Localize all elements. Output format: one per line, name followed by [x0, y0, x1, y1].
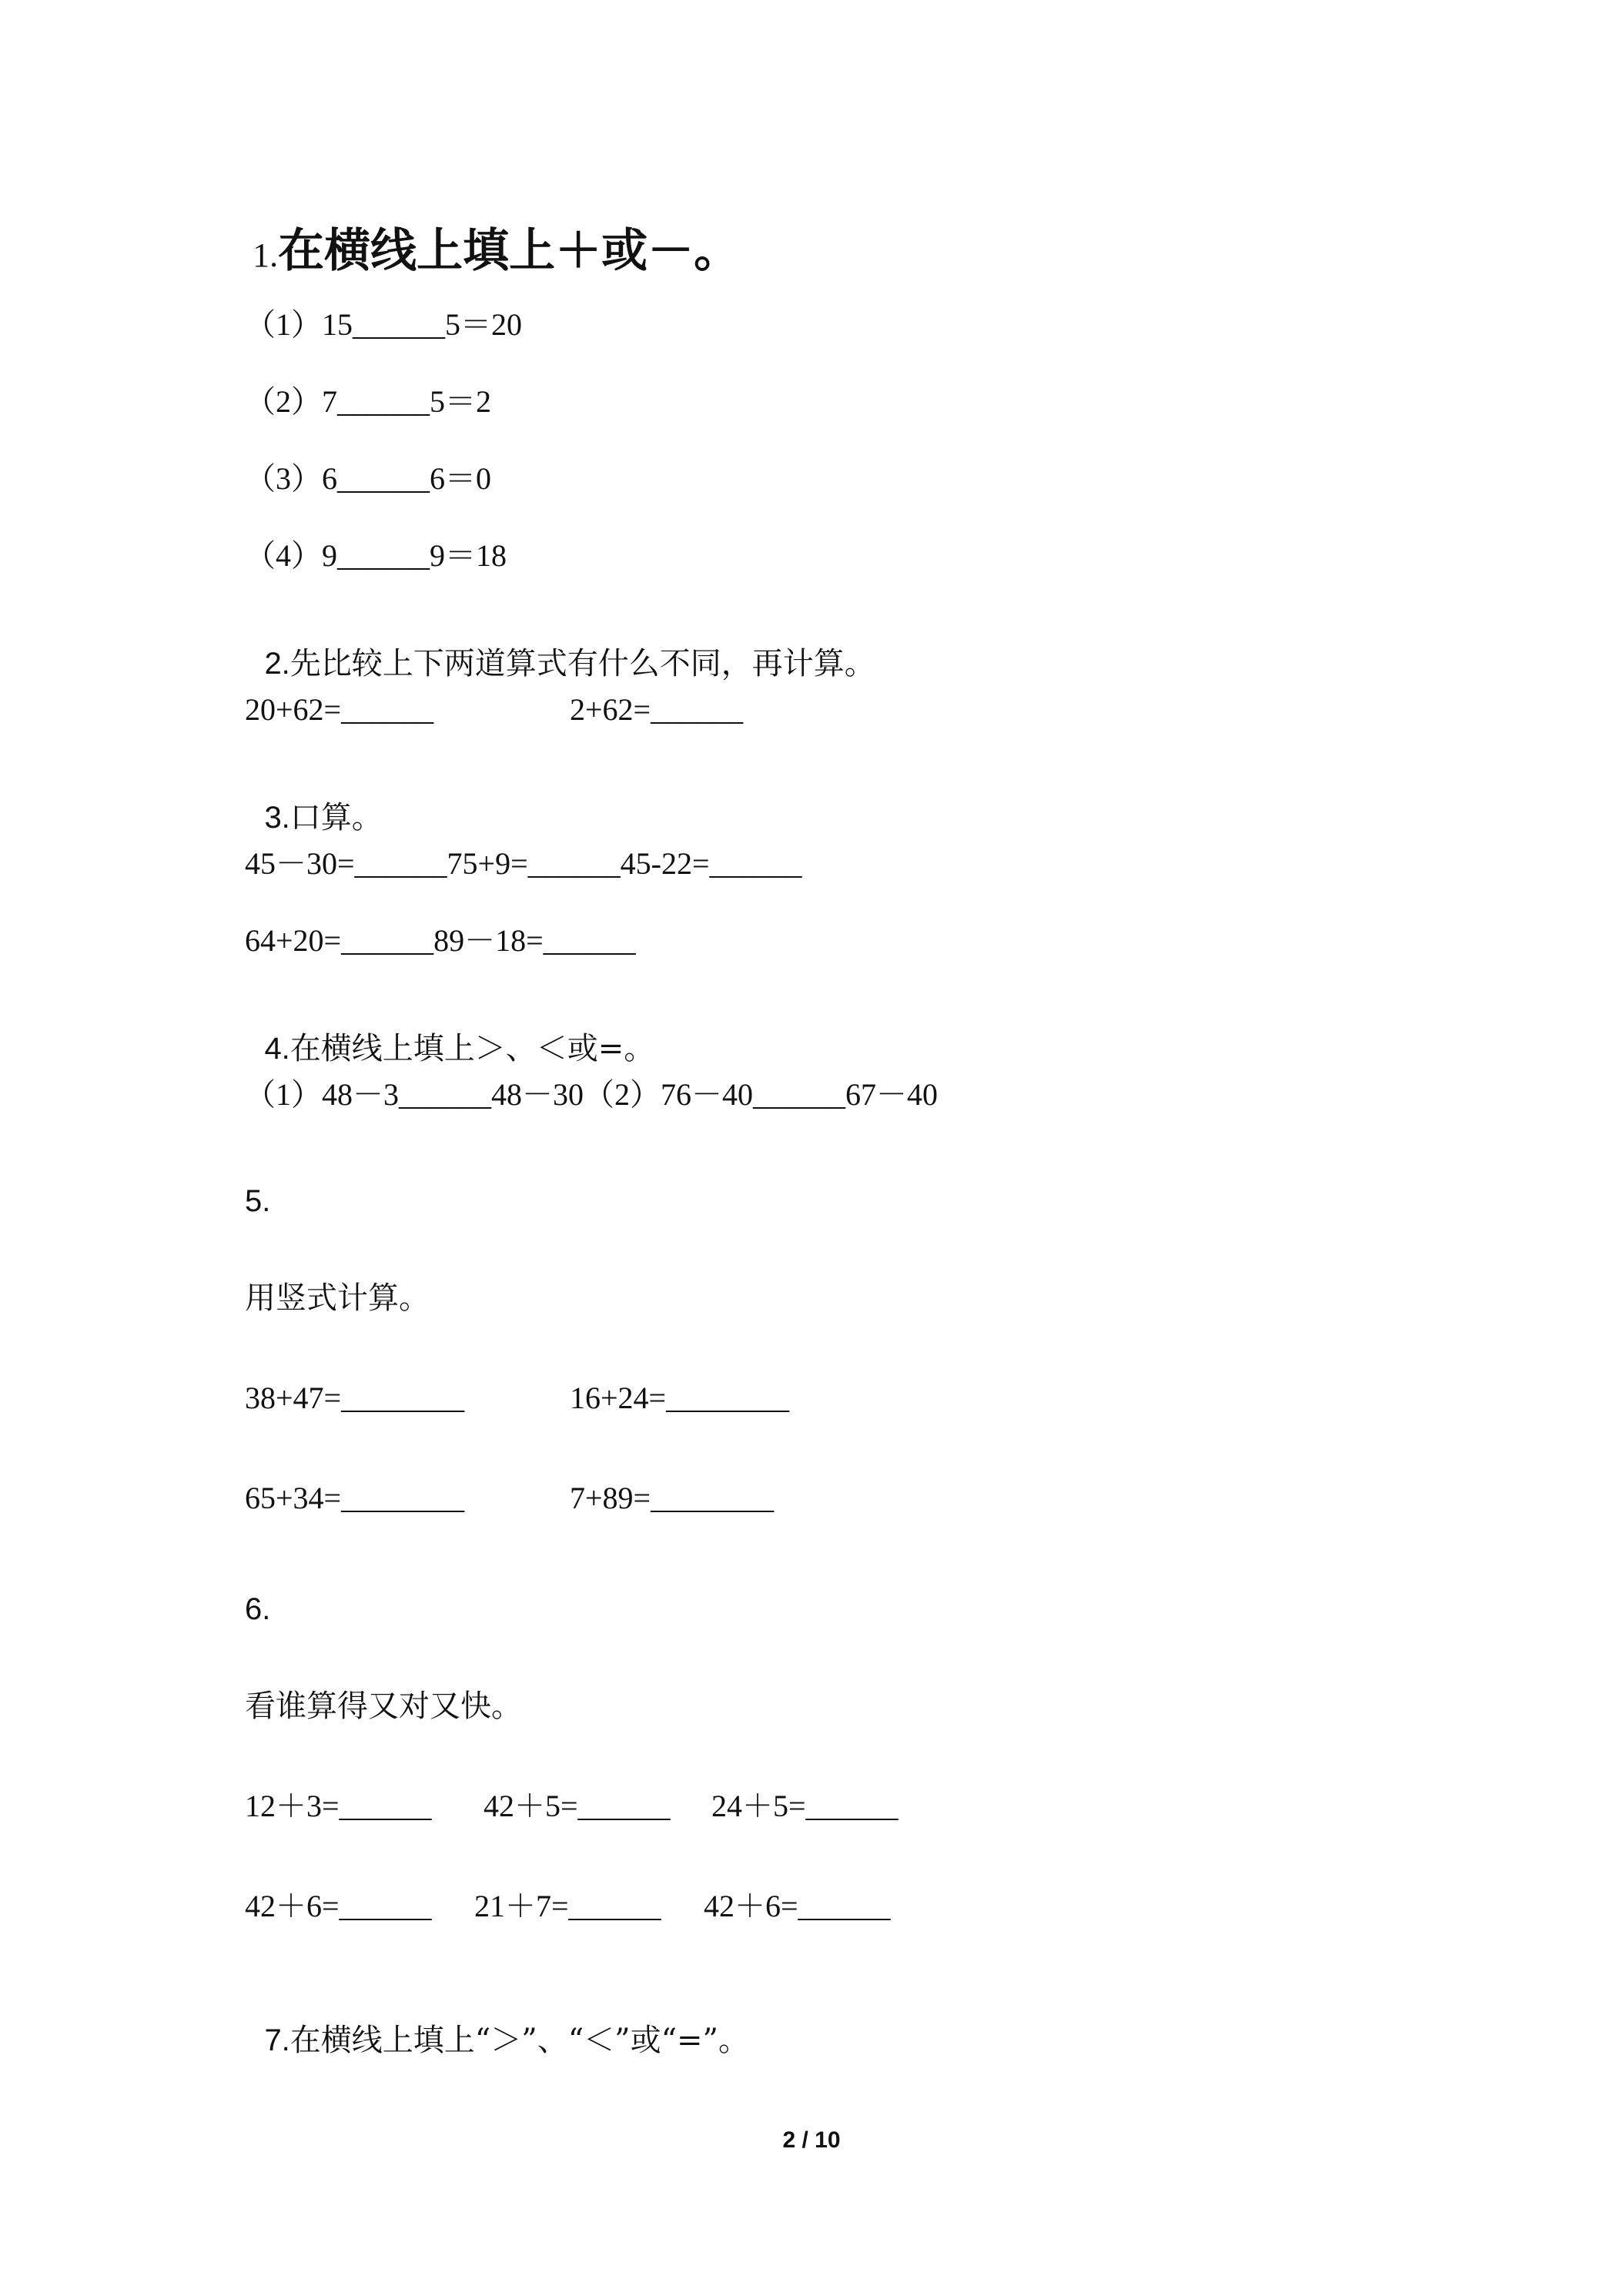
- q6-title: 看谁算得又对又快。: [245, 1689, 522, 1724]
- q1-item-1: （1）15______5＝20: [245, 307, 522, 342]
- q1-item-4: （4）9______9＝18: [245, 538, 507, 573]
- q6-expr-6: 42＋6=______: [704, 1889, 891, 1923]
- q6-expr-3: 24＋5=______: [711, 1789, 899, 1823]
- q1-title: 在横线上填上＋或－。: [278, 224, 741, 278]
- page-number: 2 / 10: [782, 2127, 841, 2153]
- q3-row-1: 45－30=______75+9=______45-22=______: [245, 846, 802, 881]
- q4-title: 在横线上填上＞、＜或=。: [289, 1031, 655, 1066]
- q5-expr-1: 38+47=________: [245, 1381, 465, 1415]
- q6-expr-5: 21＋7=______: [474, 1889, 661, 1923]
- q7-heading: [245, 1994, 749, 2056]
- q3-number: 3.: [264, 801, 290, 835]
- q3-heading: [245, 771, 383, 833]
- q7-number: 7.: [264, 2023, 290, 2057]
- q6-expr-1: 12＋3=______: [245, 1789, 432, 1823]
- q3-row-2: 64+20=______89－18=______: [245, 923, 636, 958]
- q5-expr-3: 65+34=________: [245, 1481, 465, 1515]
- q5-number: 5.: [245, 1184, 271, 1218]
- q7-title: 在横线上填上“＞”、“＜”或“=”。: [289, 2023, 750, 2058]
- q3-title: 口算。: [289, 800, 383, 835]
- q2-number: 2.: [264, 647, 290, 681]
- q5-expr-2: 16+24=________: [570, 1381, 790, 1415]
- q6-number: 6.: [245, 1592, 271, 1626]
- q1-heading: [245, 216, 741, 278]
- q2-title: 先比较上下两道算式有什么不同，再计算。: [289, 646, 875, 681]
- q4-row: （1）48－3______48－30（2）76－40______67－40: [245, 1077, 938, 1112]
- q6-expr-4: 42＋6=______: [245, 1889, 432, 1923]
- q4-number: 4.: [264, 1032, 290, 1066]
- q2-heading: [245, 618, 875, 679]
- q4-heading: [245, 1002, 654, 1064]
- q5-title: 用竖式计算。: [245, 1280, 430, 1316]
- q1-item-2: （2）7______5＝2: [245, 384, 491, 419]
- q1-item-3: （3）6______6＝0: [245, 461, 491, 496]
- q2-expr-right: 2+62=______: [570, 692, 744, 727]
- q6-expr-2: 42＋5=______: [484, 1789, 671, 1823]
- q1-number: 1.: [253, 236, 279, 274]
- q5-expr-4: 7+89=________: [570, 1481, 775, 1515]
- q2-expr-left: 20+62=______: [245, 692, 434, 727]
